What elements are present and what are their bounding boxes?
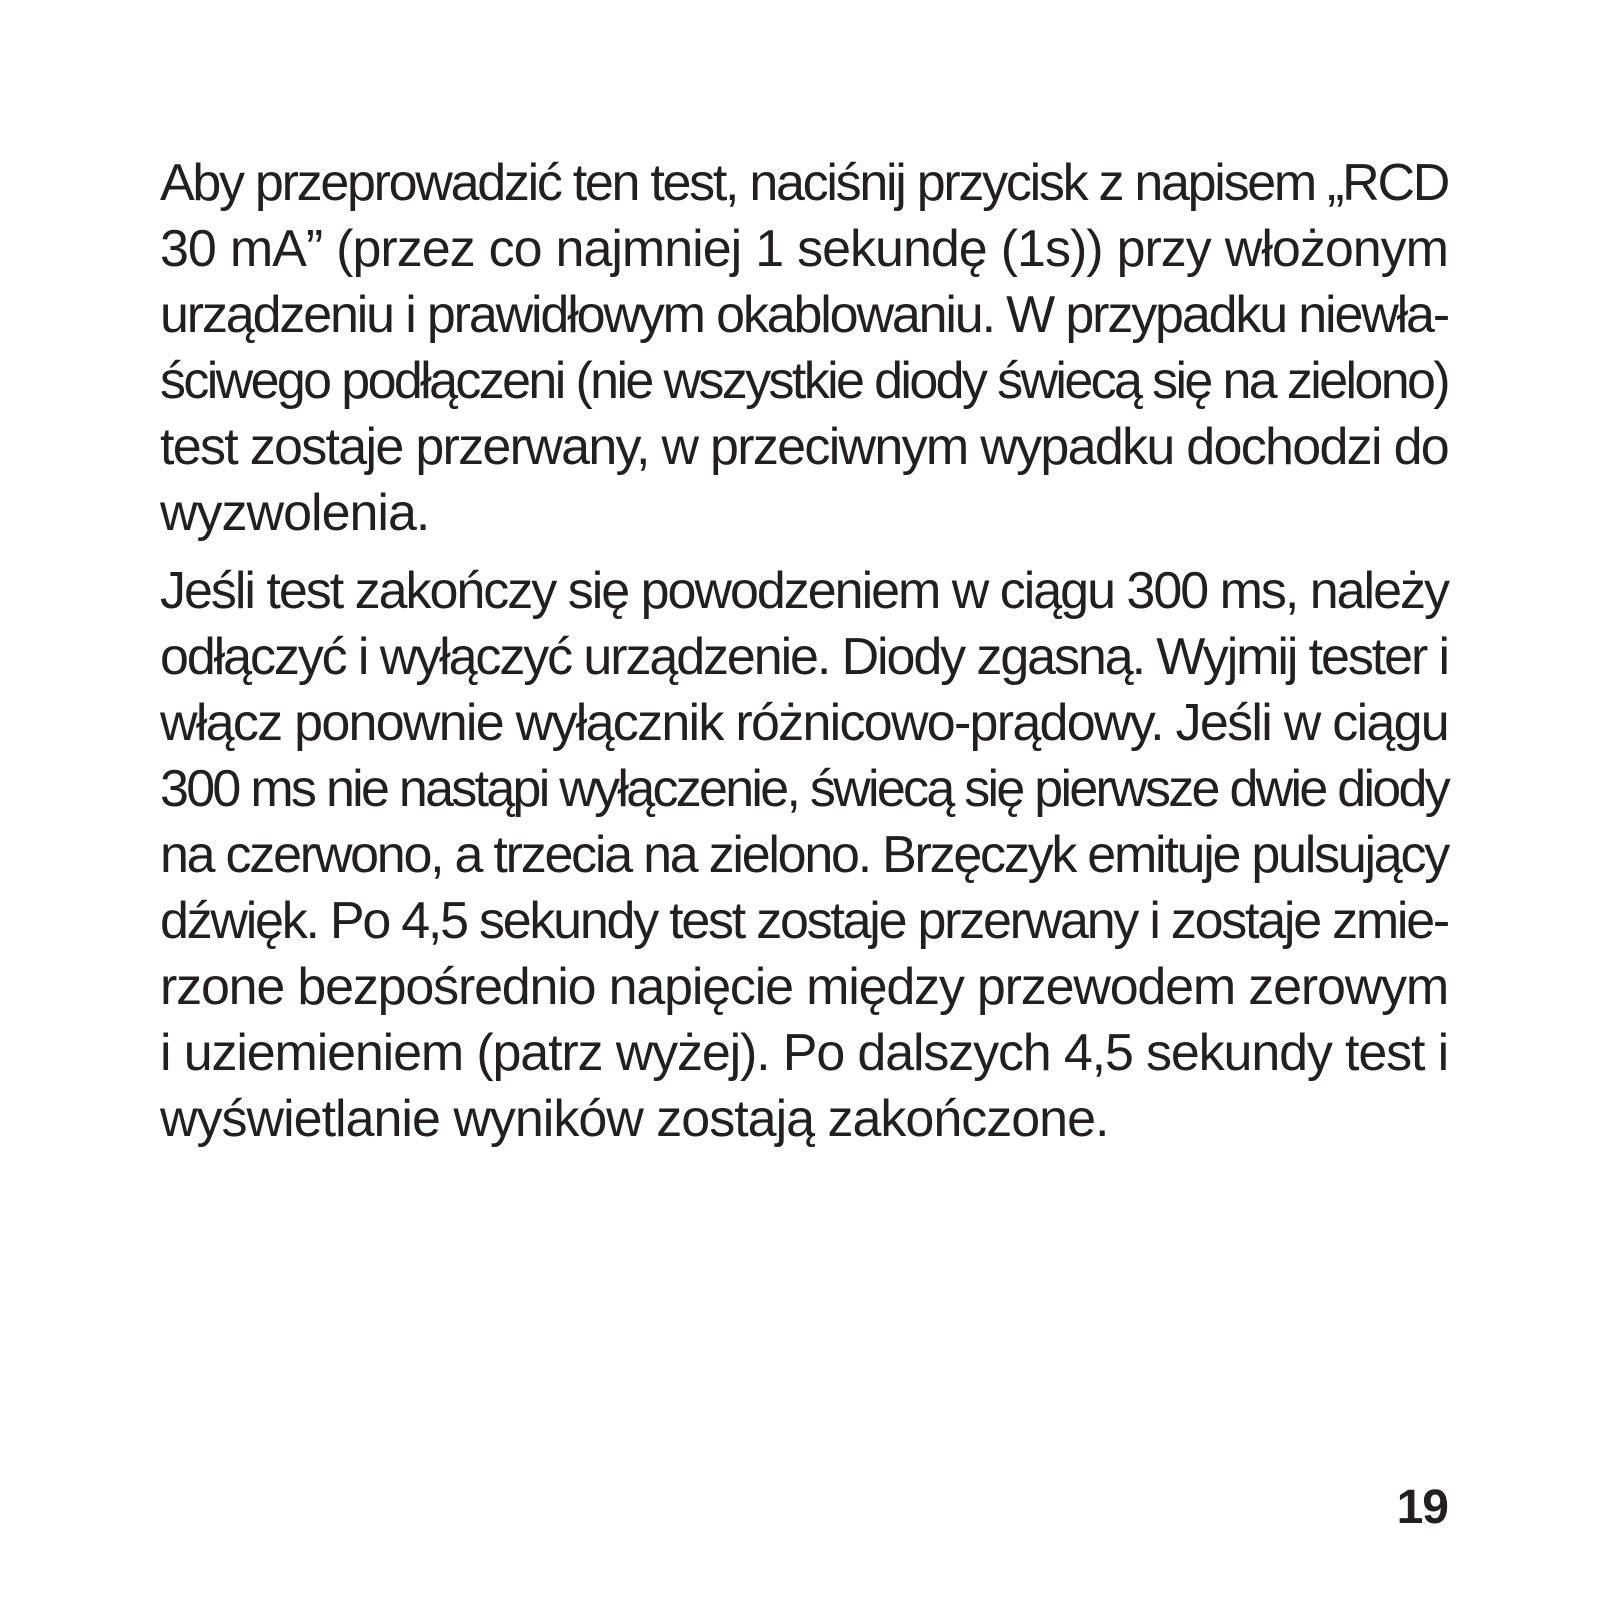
text-line: 300 ms nie nastąpi wyłączenie, świecą się pierwsze dwie diody <box>160 760 1448 818</box>
text-line: Jeśli test zakończy się powodzeniem w ciągu 300 ms, należy <box>160 562 1448 620</box>
text-line: wyświetlanie wyników zostają zakończone. <box>160 1090 1109 1148</box>
paragraph-test-result <box>160 558 1448 1152</box>
paragraph-rcd-test-instructions <box>160 150 1448 546</box>
body-text <box>160 150 1448 1152</box>
text-line: ściwego podłączeni (nie wszystkie diody świecą się na zielono) <box>160 352 1449 410</box>
text-line: odłączyć i wyłączyć urządzenie. Diody zgasną. Wyjmij tester i <box>160 628 1449 686</box>
text-line: rzone bezpośrednio napięcie między przewodem zerowym <box>160 958 1449 1016</box>
text-line: wyzwolenia. <box>160 484 430 542</box>
text-line: włącz ponownie wyłącznik różnicowo-prądowy. Jeśli w ciągu <box>160 694 1448 752</box>
text-line: 30 mA” (przez co najmniej 1 sekundę (1s)) przy włożonym <box>160 220 1448 278</box>
text-line: Aby przeprowadzić ten test, naciśnij przycisk z napisem „RCD <box>160 154 1449 212</box>
text-line: na czerwono, a trzecia na zielono. Brzęczyk emituje pulsujący <box>160 826 1448 884</box>
text-line: urządzeniu i prawidłowym okablowaniu. W przypadku niewła- <box>160 286 1448 344</box>
text-line: test zostaje przerwany, w przeciwnym wypadku dochodzi do <box>160 418 1448 476</box>
text-line: i uziemieniem (patrz wyżej). Po dalszych 4,5 sekundy test i <box>160 1024 1448 1082</box>
text-line: dźwięk. Po 4,5 sekundy test zostaje przerwany i zostaje zmie- <box>160 892 1448 950</box>
page-number: 19 <box>1396 1481 1448 1534</box>
